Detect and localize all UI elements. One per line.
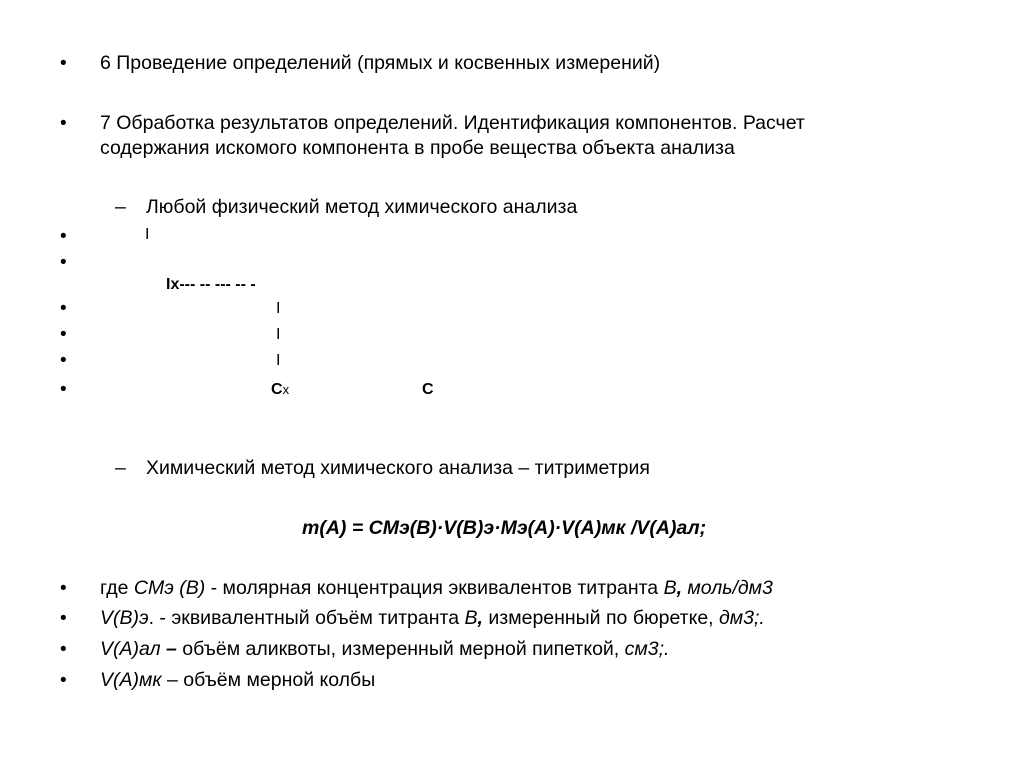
bullet: • [60,226,67,247]
bullet: • [60,324,67,345]
bullet: • [60,350,67,371]
symbol-val: V(A)ал [100,638,161,660]
bullet: • [60,298,67,319]
chemical-method-heading: Химический метод химического анализа – титриметрия [146,457,650,479]
titration-formula: m(A) = CMэ(B)·V(B)э·Mэ(A)·V(A)мк /V(A)ал; [302,517,707,539]
ix-label: Ix--- -- --- -- - [166,276,256,293]
physical-method-heading: Любой физический метод химического анализа [146,196,578,218]
item-6-text: 6 Проведение определений (прямых и косвенных измерений) [100,52,661,74]
dash-marker: – [115,196,126,218]
definition-cme [100,576,773,601]
unit: моль/дм3 [682,577,773,599]
symbol-b: B [663,577,677,599]
definition-lead: где [100,577,134,599]
definition-text-2: измеренный по бюретке, [482,607,720,629]
definition-dash: – [160,638,177,660]
item-7-line-1: 7 Обработка результатов определений. Идентификация компонентов. Расчет [100,112,805,134]
bullet: • [60,252,67,273]
definition-text: объём аликвоты, измеренный мерной пипеткой, [176,638,625,660]
axis-i-3: I [276,352,281,369]
cx-subscript: x [282,382,290,397]
definition-val [100,637,669,662]
c-label: C [422,381,434,398]
symbol-vbe: V(B)э [100,607,149,629]
bullet: • [60,608,67,629]
bullet: • [60,53,67,74]
bullet: • [60,113,67,134]
bullet: • [60,639,67,660]
symbol-b: B [464,607,478,629]
unit: см3;. [624,638,670,660]
definition-vbe [100,606,765,631]
dash-marker: – [115,457,126,479]
definition-vmk [100,668,375,693]
item-7-line-2: содержания искомого компонента в пробе вещества объекта анализа [100,137,735,159]
cx-main: C [271,381,283,398]
bullet: • [60,379,67,400]
definition-text: - молярная концентрация эквивалентов титранта [205,577,664,599]
comma: , [477,607,483,629]
bullet: • [60,670,67,691]
comma: , [676,577,683,599]
cx-label [271,377,289,402]
axis-i-2: I [276,326,281,343]
bullet: • [60,578,67,599]
definition-text: . - эквивалентный объём титранта [148,607,465,629]
axis-i-top: I [145,226,150,243]
unit: дм3;. [719,607,765,629]
symbol-cme: CMэ (B) [133,577,206,599]
axis-i-1: I [276,300,281,317]
symbol-vmk: V(A)мк [100,669,162,691]
definition-text: – объём мерной колбы [161,669,376,691]
